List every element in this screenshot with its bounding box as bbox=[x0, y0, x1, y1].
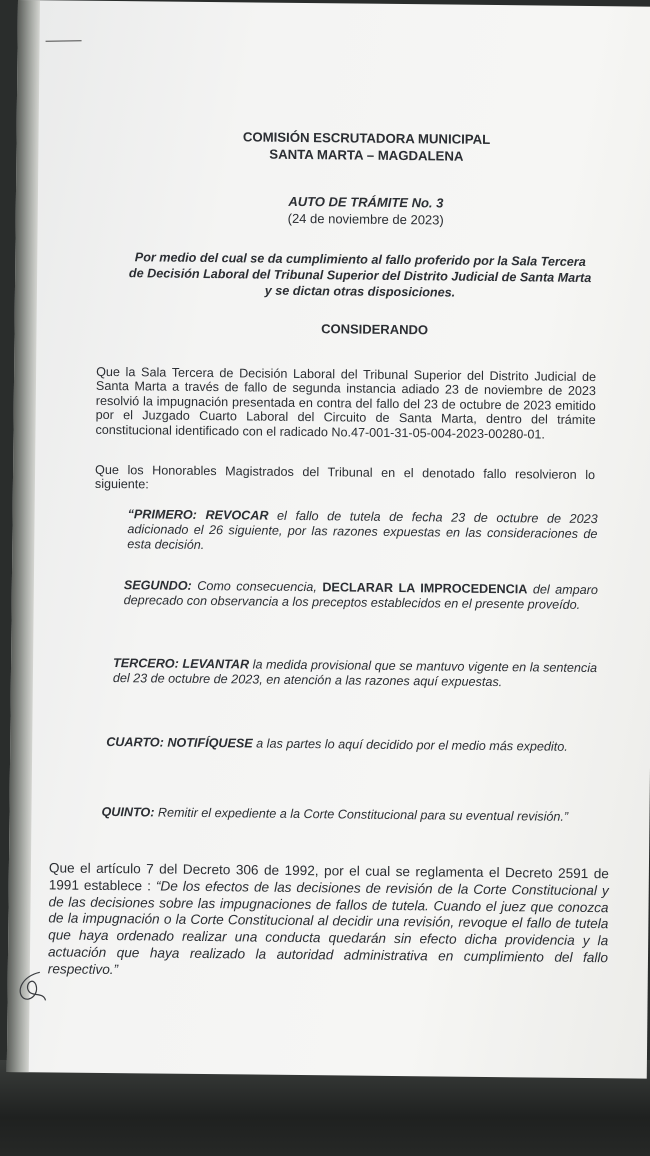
paragraph-2: Que los Honorables Magistrados del Tribunal en el denotado fallo resolvieron lo siguiente: bbox=[94, 462, 596, 492]
resolution-tercero: TERCERO: LEVANTAR la medida provisional que se mantuvo vigente en la sentencia del 23 de octubre de 2023, en atención a las razones aquí expuestas. bbox=[112, 656, 598, 689]
resolution-segundo: SEGUNDO: Como consecuencia, DECLARAR LA IMPROCEDENCIA del amparo deprecado con observancia a los preceptos establecidos en el presente proveído. bbox=[123, 578, 598, 612]
resolution-text: el fallo de tutela de fecha 23 de octubre de 2023 adicionado el 26 siguiente, por las razones expuestas en las consideraciones de esta decisión. bbox=[127, 508, 598, 552]
resolution-lead: QUINTO bbox=[101, 804, 151, 820]
auto-heading bbox=[206, 192, 526, 229]
resolution-action: NOTIFÍQUESE bbox=[167, 735, 253, 751]
purpose-line-3: y se dictan otras disposiciones. bbox=[264, 283, 456, 300]
resolution-lead: “PRIMERO bbox=[127, 507, 193, 522]
resolution-lead: CUARTO bbox=[106, 734, 160, 750]
purpose-line-2: de Decisión Laboral del Tribunal Superior del Distrito Judicial de Santa Marta bbox=[128, 266, 592, 286]
purpose-line-1: Por medio del cual se da cumplimiento al fallo proferido por la Sala Tercera bbox=[134, 250, 586, 269]
header-location: SANTA MARTA – MAGDALENA bbox=[269, 146, 464, 164]
resolution-primero: “PRIMERO: REVOCAR el fallo de tutela de fecha 23 de octubre de 2023 adicionado el 26 siguiente, por las razones expuestas en las consideraciones de esta decisión. bbox=[127, 507, 598, 552]
resolution-text: Remitir el expediente a la Corte Constitucional para su eventual revisión.” bbox=[157, 805, 569, 824]
page-edge bbox=[7, 0, 40, 1072]
paragraph-1: Que la Sala Tercera de Decisión Laboral del Tribunal Superior del Distrito Judicial de Santa Marta a través de fallo de segunda instancia adiado 23 de noviembre de 2023 resolvió la impugnación presentada en contra del fallo del 23 de octubre de 2023 emitido por el Juzgado Cuarto Laboral del Circuito de Santa Marta, dentro del trámite constitucional identificado con el radicado No.47-001-31-05-004-2023-00280-01. bbox=[95, 364, 597, 442]
paragraph-3-intro: Que el artículo 7 del Decreto 306 de 1992, por el cual se reglamenta el Decreto 2591 de 1991 establece : bbox=[48, 860, 609, 894]
pen-mark bbox=[46, 40, 82, 42]
document-page bbox=[7, 0, 650, 1079]
auto-date: (24 de noviembre de 2023) bbox=[287, 210, 444, 228]
paragraph-3-quote: “De los efectos de las decisiones de revisión de la Corte Constitucional y de las decisiones sobre las impugnaciones de fallos de tutela. Cuando el juez que conozca de la impugnación o la Corte Constitucional al decidir una revisión, revoque el fallo de tutela que haya ordenado realizar una conducta quedarán sin efecto dicha providencia y la actuación que haya realizado la autoridad administrativa en cumplimiento del fallo respectivo.” bbox=[47, 878, 609, 977]
resolution-lead: SEGUNDO bbox=[123, 578, 188, 593]
resolution-action: DECLARAR LA IMPROCEDENCIA bbox=[322, 580, 528, 597]
paragraph-3 bbox=[48, 860, 609, 983]
resolution-text: a las partes lo aquí decidido por el medio más expedito. bbox=[256, 736, 568, 754]
auto-title: AUTO DE TRÁMITE No. 3 bbox=[288, 193, 444, 211]
header-entity: COMISIÓN ESCRUTADORA MUNICIPAL bbox=[242, 129, 491, 147]
resolution-action: LEVANTAR bbox=[182, 656, 250, 672]
resolution-pretext: Como consecuencia, bbox=[197, 578, 317, 595]
purpose-statement bbox=[110, 249, 610, 302]
resolution-action: REVOCAR bbox=[205, 507, 269, 523]
section-heading: CONSIDERANDO bbox=[321, 321, 429, 338]
document-header bbox=[156, 127, 576, 165]
resolution-cuarto: CUARTO: NOTIFÍQUESE a las partes lo aquí decidido por el medio más expedito. bbox=[106, 734, 568, 754]
resolution-quinto: QUINTO: Remitir el expediente a la Corte Constitucional para su eventual revisión.” bbox=[101, 804, 569, 824]
resolution-text: del amparo deprecado con observancia a los preceptos establecidos en el presente proveído. bbox=[123, 582, 598, 612]
resolution-text: la medida provisional que se mantuvo vigente en la sentencia del 23 de octubre de 2023, en atención a las razones aquí expuestas. bbox=[112, 657, 598, 689]
resolution-lead: TERCERO bbox=[112, 656, 175, 671]
signature-mark bbox=[9, 966, 49, 1006]
